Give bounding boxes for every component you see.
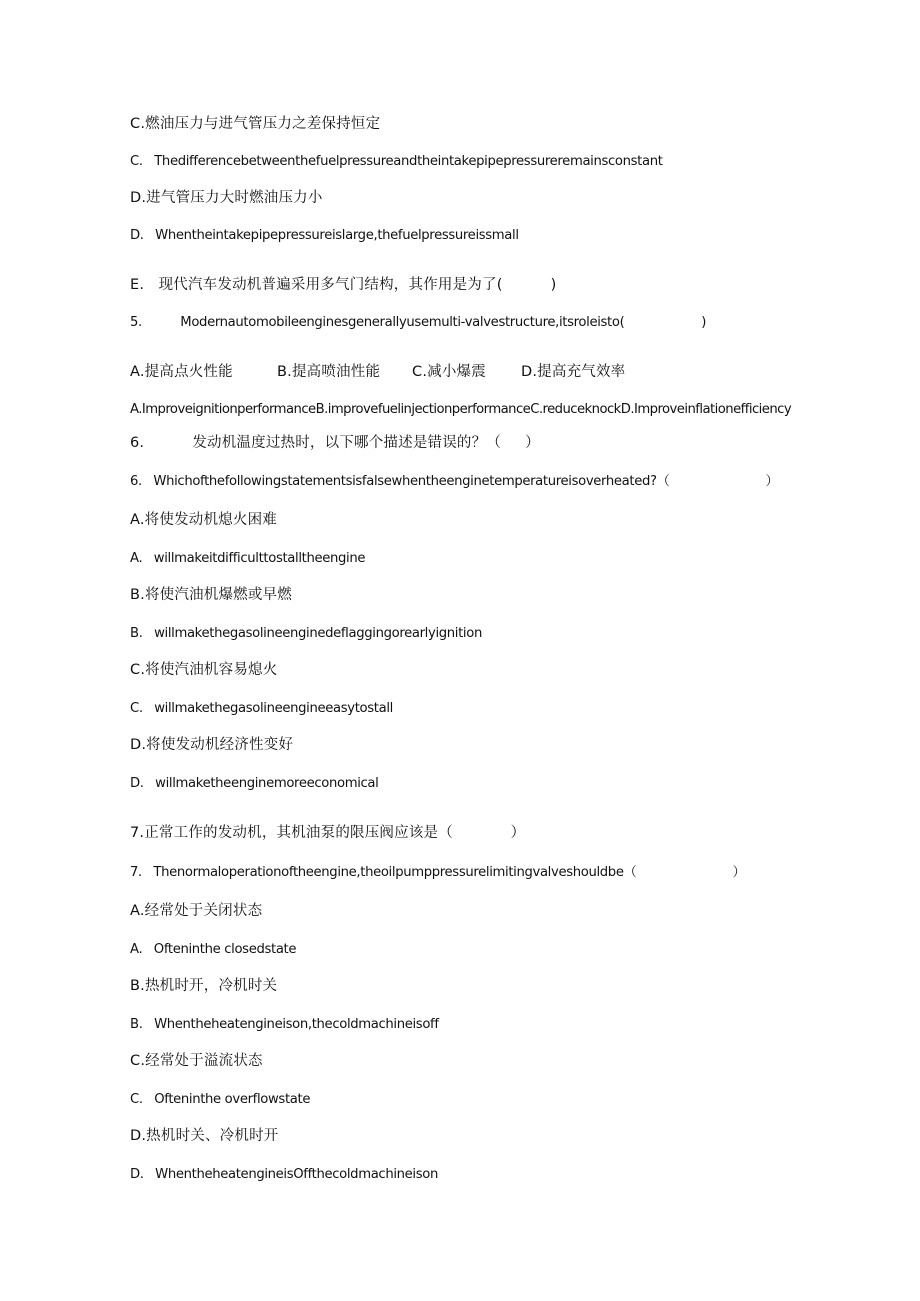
q5-option-d-zh: D.提高充气效率	[521, 364, 626, 380]
q4-option-c-zh: C.燃油压力与进气管压力之差保持恒定	[130, 116, 381, 132]
q5-option-b-zh: B.提高喷油性能	[277, 364, 381, 380]
q7-option-b-zh: B.热机时开，冷机时关	[130, 978, 278, 994]
q6-option-a-en: A. willmakeitdifficulttostalltheengine	[130, 551, 366, 566]
q7-option-d-zh: D.热机时关、冷机时开	[130, 1128, 279, 1144]
q4-option-c-en: C. Thedifferencebetweenthefuelpressureandtheintakepipepressureremainsconstant	[130, 154, 663, 169]
q6-option-c-en: C. willmakethegasolineengineeasytostall	[130, 701, 393, 716]
q5-options-en: A.ImproveignitionperformanceB.improvefuelinjectionperformanceC.reduceknockD.Improveinflationefficiency	[130, 402, 792, 417]
q7-question-zh: 7.正常工作的发动机，其机油泵的限压阀应该是（ ）	[130, 825, 526, 841]
q6-option-b-en: B. willmakethegasolineenginedeflaggingorearlyignition	[130, 626, 482, 641]
q7-question-en: 7. Thenormaloperationoftheengine,theoilpumppressurelimitingvalveshouldbe（ ）	[130, 865, 746, 880]
q7-option-c-en: C. Ofteninthe overflowstate	[130, 1092, 311, 1107]
q7-option-a-en: A. Ofteninthe closedstate	[130, 942, 297, 957]
q5-question-zh: E. 现代汽车发动机普遍采用多气门结构，其作用是为了( )	[130, 277, 557, 293]
q7-option-b-en: B. Whentheheatengineison,thecoldmachineisoff	[130, 1017, 439, 1032]
q7-option-c-zh: C.经常处于溢流状态	[130, 1053, 263, 1069]
q6-option-a-zh: A.将使发动机熄火困难	[130, 512, 277, 528]
q6-question-zh: 6. 发动机温度过热时，以下哪个描述是错误的？（ ）	[130, 435, 540, 451]
q6-option-c-zh: C.将使汽油机容易熄火	[130, 662, 278, 678]
q6-question-en: 6. Whichofthefollowingstatementsisfalsewhentheenginetemperatureisoverheated?（ ）	[130, 474, 779, 489]
q5-question-en: 5. Modernautomobileenginesgenerallyusemulti-valvestructure,itsroleisto( )	[130, 315, 707, 330]
q4-option-d-zh: D.进气管压力大时燃油压力小	[130, 190, 323, 206]
q6-option-b-zh: B.将使汽油机爆燃或早燃	[130, 587, 292, 603]
q7-option-a-zh: A.经常处于关闭状态	[130, 903, 263, 919]
q7-option-d-en: D. WhentheheatengineisOffthecoldmachineison	[130, 1167, 438, 1182]
q4-option-d-en: D. Whentheintakepipepressureislarge,thefuelpressureissmall	[130, 228, 519, 243]
q6-option-d-en: D. willmaketheenginemoreeconomical	[130, 776, 379, 791]
q5-option-c-zh: C.减小爆震	[412, 364, 486, 380]
q6-option-d-zh: D.将使发动机经济性变好	[130, 737, 294, 753]
q5-options-zh	[130, 365, 650, 383]
q5-option-a-zh: A.提高点火性能	[130, 364, 233, 380]
